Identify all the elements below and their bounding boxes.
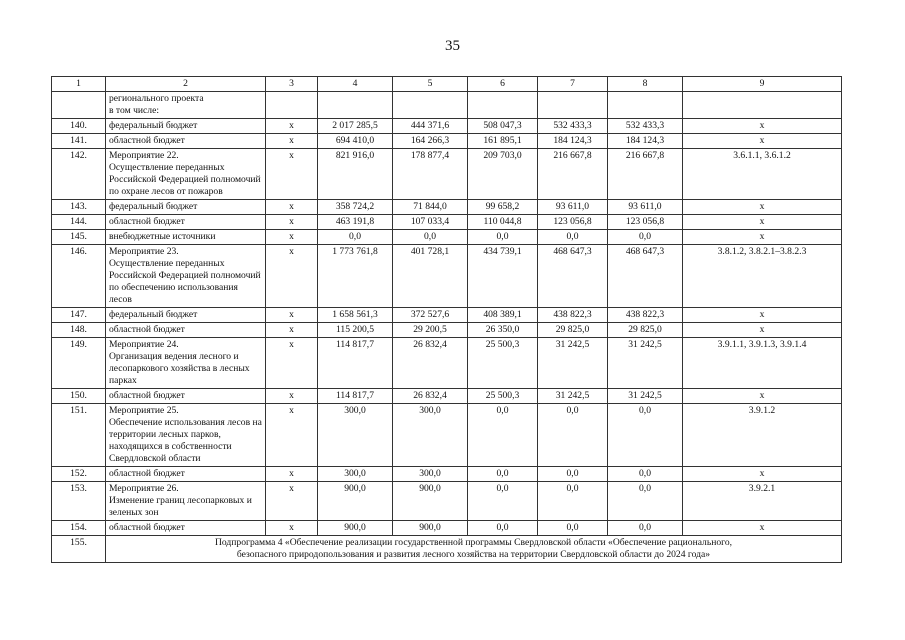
budget-table	[51, 76, 842, 563]
value-cell: х	[266, 200, 318, 215]
column-header: 5	[393, 77, 468, 92]
value-cell: х	[266, 308, 318, 323]
value-cell: х	[266, 404, 318, 467]
table-row	[52, 323, 842, 338]
value-cell: 0,0	[608, 404, 683, 467]
value-cell: 26 350,0	[468, 323, 538, 338]
value-cell: 1 658 561,3	[318, 308, 393, 323]
value-cell: 372 527,6	[393, 308, 468, 323]
row-number-cell: 152.	[52, 467, 106, 482]
value-cell: 438 822,3	[538, 308, 608, 323]
value-cell: 444 371,6	[393, 119, 468, 134]
row-number-cell: 151.	[52, 404, 106, 467]
value-cell: х	[266, 467, 318, 482]
row-number-cell: 146.	[52, 245, 106, 308]
item-name-cell: регионального проекта в том числе:	[106, 92, 266, 119]
value-cell: 184 124,3	[538, 134, 608, 149]
table-row	[52, 215, 842, 230]
value-cell: х	[683, 134, 842, 149]
value-cell: 25 500,3	[468, 338, 538, 389]
value-cell: 0,0	[608, 230, 683, 245]
value-cell: 0,0	[468, 230, 538, 245]
value-cell: 184 124,3	[608, 134, 683, 149]
value-cell	[683, 92, 842, 119]
value-cell: 468 647,3	[608, 245, 683, 308]
value-cell: 110 044,8	[468, 215, 538, 230]
table-row	[52, 389, 842, 404]
value-cell: х	[266, 134, 318, 149]
value-cell: 3.9.2.1	[683, 482, 842, 521]
value-cell: 3.9.1.1, 3.9.1.3, 3.9.1.4	[683, 338, 842, 389]
row-number-cell: 153.	[52, 482, 106, 521]
table-row	[52, 230, 842, 245]
value-cell: х	[266, 323, 318, 338]
value-cell: 532 433,3	[538, 119, 608, 134]
row-number-cell: 147.	[52, 308, 106, 323]
value-cell: 900,0	[318, 521, 393, 536]
value-cell: 3.6.1.1, 3.6.1.2	[683, 149, 842, 200]
value-cell: х	[266, 245, 318, 308]
item-name-cell: Мероприятие 24. Организация ведения лесного и лесопаркового хозяйства в лесных парках	[106, 338, 266, 389]
value-cell: 408 389,1	[468, 308, 538, 323]
row-number-cell: 145.	[52, 230, 106, 245]
value-cell: х	[683, 200, 842, 215]
value-cell: 107 033,4	[393, 215, 468, 230]
value-cell: 300,0	[393, 404, 468, 467]
value-cell: 31 242,5	[538, 389, 608, 404]
value-cell: 0,0	[538, 467, 608, 482]
value-cell: х	[266, 389, 318, 404]
value-cell: 0,0	[538, 230, 608, 245]
table-row	[52, 482, 842, 521]
row-number-cell: 143.	[52, 200, 106, 215]
item-name-cell: Мероприятие 23. Осуществление переданных Российской Федерацией полномочий по обеспечению использования лесов	[106, 245, 266, 308]
value-cell: 114 817,7	[318, 338, 393, 389]
value-cell: 29 200,5	[393, 323, 468, 338]
value-cell: 694 410,0	[318, 134, 393, 149]
item-name-cell: федеральный бюджет	[106, 200, 266, 215]
value-cell: 3.8.1.2, 3.8.2.1–3.8.2.3	[683, 245, 842, 308]
value-cell: х	[683, 230, 842, 245]
value-cell: 31 242,5	[608, 389, 683, 404]
row-number-cell: 144.	[52, 215, 106, 230]
value-cell: 115 200,5	[318, 323, 393, 338]
row-number-cell: 140.	[52, 119, 106, 134]
value-cell: 31 242,5	[608, 338, 683, 389]
value-cell: х	[266, 215, 318, 230]
value-cell: 26 832,4	[393, 338, 468, 389]
value-cell: 161 895,1	[468, 134, 538, 149]
value-cell: 900,0	[393, 521, 468, 536]
item-name-cell: областной бюджет	[106, 134, 266, 149]
row-number-cell: 141.	[52, 134, 106, 149]
value-cell: 900,0	[318, 482, 393, 521]
value-cell	[468, 92, 538, 119]
table-row	[52, 134, 842, 149]
value-cell: 0,0	[393, 230, 468, 245]
value-cell: 434 739,1	[468, 245, 538, 308]
table-row	[52, 404, 842, 467]
value-cell: х	[266, 119, 318, 134]
value-cell: х	[683, 215, 842, 230]
value-cell: х	[266, 230, 318, 245]
table-row	[52, 245, 842, 308]
column-header: 1	[52, 77, 106, 92]
item-name-cell: внебюджетные источники	[106, 230, 266, 245]
value-cell: х	[266, 482, 318, 521]
value-cell: 114 817,7	[318, 389, 393, 404]
value-cell: 2 017 285,5	[318, 119, 393, 134]
subprogram-title-cell: Подпрограмма 4 «Обеспечение реализации государственной программы Свердловской области «Обеспечение рационального, безопасного природопользования и развития лесного хозяйства на территории Свердловской области до 2024 года»	[106, 536, 842, 563]
value-cell: х	[266, 149, 318, 200]
value-cell: 0,0	[468, 482, 538, 521]
value-cell: 123 056,8	[538, 215, 608, 230]
value-cell: 31 242,5	[538, 338, 608, 389]
value-cell: х	[683, 323, 842, 338]
item-name-cell: областной бюджет	[106, 467, 266, 482]
column-header: 4	[318, 77, 393, 92]
value-cell: 0,0	[608, 467, 683, 482]
value-cell: 216 667,8	[608, 149, 683, 200]
table-row	[52, 467, 842, 482]
value-cell: 0,0	[468, 521, 538, 536]
value-cell: 93 611,0	[538, 200, 608, 215]
value-cell: 900,0	[393, 482, 468, 521]
item-name-cell: Мероприятие 22. Осуществление переданных Российской Федерацией полномочий по охране лесов от пожаров	[106, 149, 266, 200]
page-number: 35	[445, 38, 460, 54]
value-cell	[608, 92, 683, 119]
table-header-row	[52, 77, 842, 92]
value-cell: 1 773 761,8	[318, 245, 393, 308]
value-cell: 0,0	[608, 521, 683, 536]
table-row	[52, 308, 842, 323]
value-cell: 0,0	[538, 482, 608, 521]
item-name-cell: областной бюджет	[106, 215, 266, 230]
item-name-cell: федеральный бюджет	[106, 308, 266, 323]
value-cell: 463 191,8	[318, 215, 393, 230]
value-cell: 468 647,3	[538, 245, 608, 308]
row-number-cell	[52, 92, 106, 119]
value-cell: х	[266, 338, 318, 389]
value-cell: 438 822,3	[608, 308, 683, 323]
table-row	[52, 119, 842, 134]
row-number-cell: 142.	[52, 149, 106, 200]
value-cell: 93 611,0	[608, 200, 683, 215]
value-cell: 401 728,1	[393, 245, 468, 308]
item-name-cell: Мероприятие 26. Изменение границ лесопарковых и зеленых зон	[106, 482, 266, 521]
value-cell: 0,0	[538, 404, 608, 467]
value-cell: 216 667,8	[538, 149, 608, 200]
table-row	[52, 149, 842, 200]
value-cell: 0,0	[468, 404, 538, 467]
value-cell	[393, 92, 468, 119]
value-cell: 26 832,4	[393, 389, 468, 404]
value-cell: 25 500,3	[468, 389, 538, 404]
value-cell	[538, 92, 608, 119]
value-cell: 358 724,2	[318, 200, 393, 215]
value-cell	[266, 92, 318, 119]
value-cell: х	[683, 521, 842, 536]
column-header: 9	[683, 77, 842, 92]
value-cell: 29 825,0	[608, 323, 683, 338]
row-number-cell: 154.	[52, 521, 106, 536]
value-cell: 300,0	[318, 467, 393, 482]
value-cell: 0,0	[318, 230, 393, 245]
value-cell: 532 433,3	[608, 119, 683, 134]
item-name-cell: Мероприятие 25. Обеспечение использования лесов на территории лесных парков, находящихся в собственности Свердловской области	[106, 404, 266, 467]
value-cell: 0,0	[608, 482, 683, 521]
item-name-cell: областной бюджет	[106, 389, 266, 404]
table-row	[52, 200, 842, 215]
column-header: 2	[106, 77, 266, 92]
value-cell: х	[266, 521, 318, 536]
value-cell: х	[683, 389, 842, 404]
value-cell: 300,0	[393, 467, 468, 482]
value-cell: 123 056,8	[608, 215, 683, 230]
value-cell: 300,0	[318, 404, 393, 467]
value-cell: 178 877,4	[393, 149, 468, 200]
value-cell: 0,0	[538, 521, 608, 536]
row-number-cell: 149.	[52, 338, 106, 389]
value-cell: 164 266,3	[393, 134, 468, 149]
row-number-cell: 150.	[52, 389, 106, 404]
value-cell: х	[683, 308, 842, 323]
value-cell: 821 916,0	[318, 149, 393, 200]
table-row	[52, 521, 842, 536]
value-cell: х	[683, 467, 842, 482]
value-cell: 0,0	[468, 467, 538, 482]
item-name-cell: областной бюджет	[106, 323, 266, 338]
column-header: 6	[468, 77, 538, 92]
item-name-cell: федеральный бюджет	[106, 119, 266, 134]
value-cell: 209 703,0	[468, 149, 538, 200]
value-cell	[318, 92, 393, 119]
table-row	[52, 338, 842, 389]
value-cell: 99 658,2	[468, 200, 538, 215]
column-header: 3	[266, 77, 318, 92]
value-cell: х	[683, 119, 842, 134]
item-name-cell: областной бюджет	[106, 521, 266, 536]
value-cell: 3.9.1.2	[683, 404, 842, 467]
subprogram-row	[52, 536, 842, 563]
column-header: 8	[608, 77, 683, 92]
value-cell: 71 844,0	[393, 200, 468, 215]
row-number-cell: 155.	[52, 536, 106, 563]
column-header: 7	[538, 77, 608, 92]
value-cell: 29 825,0	[538, 323, 608, 338]
row-number-cell: 148.	[52, 323, 106, 338]
value-cell: 508 047,3	[468, 119, 538, 134]
table-row	[52, 92, 842, 119]
